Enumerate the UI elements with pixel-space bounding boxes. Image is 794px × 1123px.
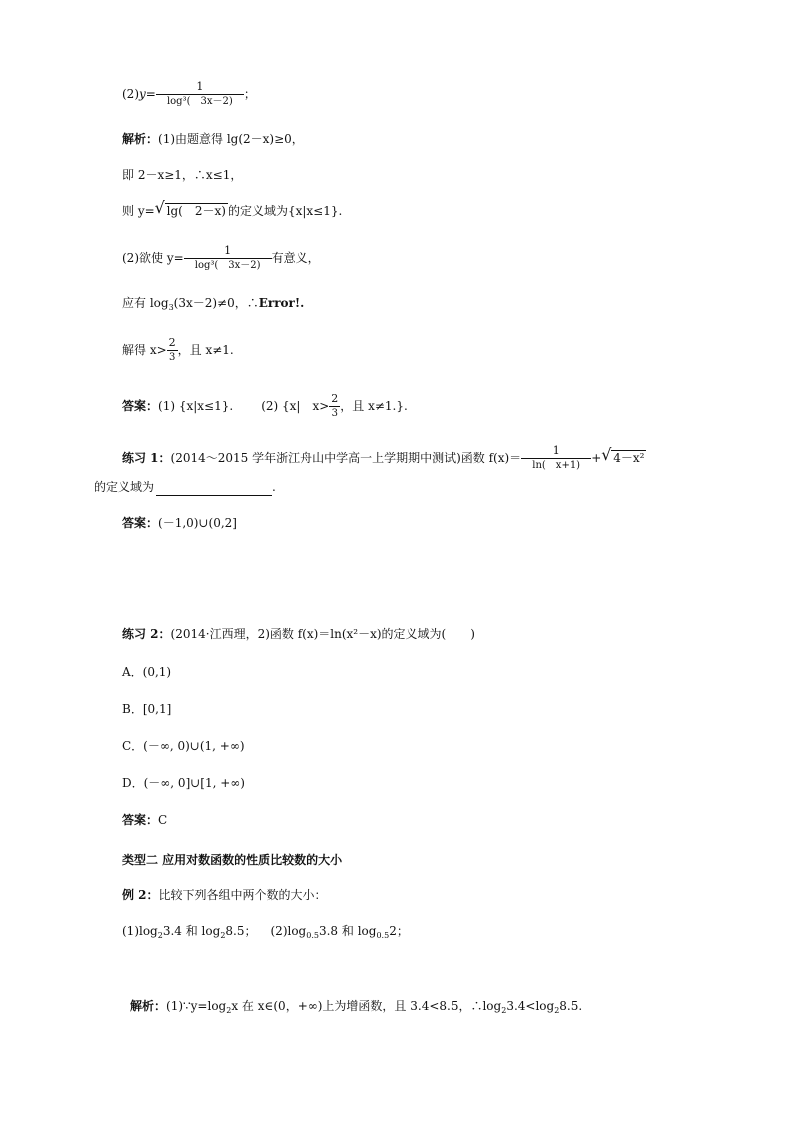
section-title: 类型二 应用对数函数的性质比较数的大小: [122, 853, 343, 867]
solution-line-3: [122, 198, 343, 220]
answer-blank: [156, 483, 272, 496]
solution-text: 即 2－x≥1，∴x≤1，: [122, 168, 243, 182]
answer-line-2: [122, 514, 237, 532]
answer-text: C: [158, 813, 168, 827]
answer-part-1: (1) {x|x≤1}.: [158, 399, 234, 413]
subscript: 0.5: [376, 931, 390, 940]
exercise-text: (2014～2015 学年浙江舟山中学高一上学期期中测试)函数 f(x)＝: [170, 451, 522, 465]
option-text: B．[0,1]: [122, 702, 172, 716]
solution-text: 的定义域为{x|x≤1}.: [227, 204, 343, 218]
item-number: (2): [122, 87, 139, 101]
error-text: Error!.: [258, 296, 305, 310]
solution-text: ，且 x≠1.: [177, 343, 234, 357]
example-2-items: [122, 922, 409, 945]
text: 3.4<log: [506, 999, 555, 1013]
text: (1)log: [122, 924, 158, 938]
solution-line-4: [122, 244, 320, 273]
radicand: lg( 2－x): [166, 204, 226, 218]
exercise-text: (2014·江西理，2)函数 f(x)＝ln(x²－x)的定义域为( ): [170, 627, 475, 641]
exercise-label: 练习 2：: [122, 627, 171, 641]
solution-text: (1)由题意得 lg(2－x)≥0，: [158, 132, 304, 146]
example-text: 比较下列各组中两个数的大小：: [158, 888, 327, 902]
square-root: √ 4－x²: [601, 445, 645, 465]
subscript: 2: [501, 1006, 507, 1015]
option-c: [122, 737, 245, 755]
fraction-numerator: 1: [552, 444, 560, 457]
section-heading: [122, 851, 342, 869]
text: 8.5；: [225, 924, 257, 938]
radicand: 4－x²: [613, 451, 645, 465]
fraction-denominator: log³( 3x－2): [184, 258, 272, 273]
fraction: [167, 336, 178, 365]
subscript: 3: [168, 303, 174, 312]
solution-text: 则 y=: [122, 204, 155, 218]
punct: .: [272, 480, 276, 494]
fraction: [156, 80, 244, 109]
var-y: y: [139, 87, 146, 101]
exercise-1-cont: [94, 478, 276, 496]
punct: ；: [243, 87, 256, 101]
subscript: 2: [554, 1006, 560, 1015]
text: 2；: [389, 924, 409, 938]
solution-label: 解析：: [130, 999, 167, 1013]
subscript: 0.5: [306, 931, 319, 940]
subscript: 2: [157, 931, 163, 940]
solution-label: 解析：: [122, 132, 159, 146]
fraction-denominator: 3: [329, 406, 340, 421]
answer-part-2: (2) {x| x>: [261, 399, 330, 413]
answer-label: 答案：: [122, 813, 159, 827]
fraction-numerator: 2: [331, 392, 339, 405]
fraction: [521, 444, 591, 473]
option-d: [122, 774, 245, 792]
fraction-denominator: log³( 3x－2): [156, 94, 244, 109]
text: 3.8 和 log: [318, 924, 377, 938]
fraction-denominator: 3: [167, 350, 178, 365]
text: x 在 x∈(0，+∞)上为增函数，且 3.4<8.5，∴log: [231, 999, 502, 1013]
example-2: [122, 886, 327, 904]
option-text: C．(－∞, 0)∪(1, +∞): [122, 739, 245, 753]
plus: +: [591, 451, 602, 465]
solution-text: (3x－2)≠0，∴: [173, 296, 259, 310]
solution-text: 解得 x>: [122, 343, 167, 357]
option-text: A．(0,1): [122, 665, 172, 679]
subscript: 2: [226, 1006, 232, 1015]
exercise-text: 的定义域为: [94, 480, 155, 494]
solution-line-2: [122, 166, 242, 184]
item-2-function: [122, 80, 256, 109]
fraction-numerator: 2: [168, 336, 176, 349]
example-2-solution: [130, 997, 582, 1020]
subscript: 2: [220, 931, 226, 940]
fraction-numerator: 1: [196, 80, 204, 93]
option-a: [122, 663, 171, 681]
option-b: [122, 700, 171, 718]
answer-line-3: [122, 811, 167, 829]
square-root: √ lg( 2－x): [154, 198, 226, 218]
exercise-2: [122, 625, 475, 643]
equals: =: [145, 87, 156, 101]
text: 3.4 和 log: [162, 924, 221, 938]
fraction-numerator: 1: [224, 244, 232, 257]
fraction-denominator: ln( x+1): [521, 458, 591, 473]
solution-line-6: [122, 336, 234, 365]
answer-label: 答案：: [122, 399, 159, 413]
solution-line-1: [122, 130, 304, 148]
solution-line-5: [122, 294, 304, 317]
answer-text: (－1,0)∪(0,2]: [158, 516, 237, 530]
fraction: [329, 392, 340, 421]
solution-text: 有意义，: [271, 251, 320, 265]
exercise-label: 练习 1：: [122, 451, 171, 465]
answer-line-1: [122, 392, 408, 421]
solution-text: 应有 log: [122, 296, 169, 310]
answer-label: 答案：: [122, 516, 159, 530]
fraction: [184, 244, 272, 273]
text: (2)log: [270, 924, 307, 938]
option-text: D．(－∞, 0]∪[1, +∞): [122, 776, 245, 790]
solution-text: (2)欲使 y=: [122, 251, 184, 265]
example-label: 例 2：: [122, 888, 159, 902]
text: (1)∵y=log: [166, 999, 227, 1013]
answer-part-2: ，且 x≠1.}.: [340, 399, 408, 413]
exercise-1: [122, 444, 646, 473]
text: 8.5.: [559, 999, 583, 1013]
